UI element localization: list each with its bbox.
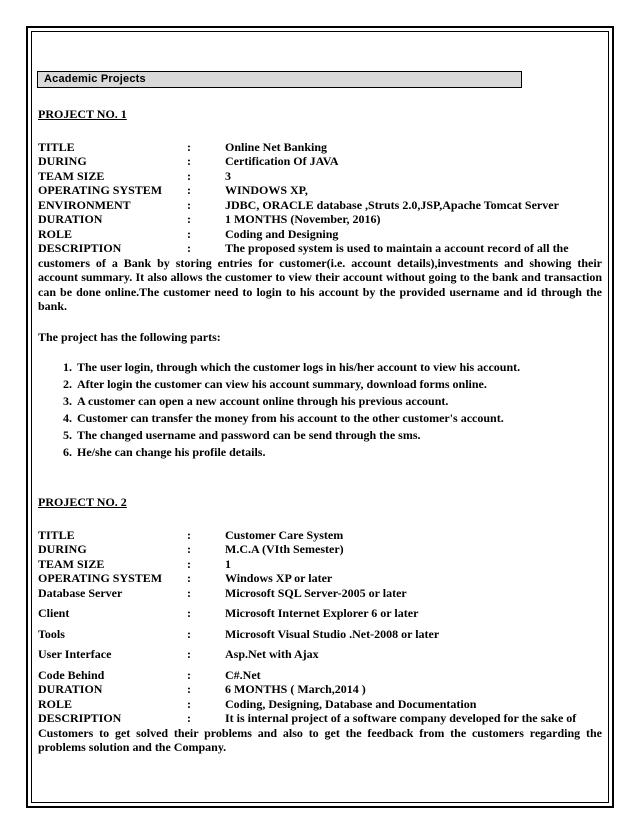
description-first-line: The proposed system is used to maintain a account record of all the (225, 241, 569, 255)
field-label: ROLE (38, 226, 73, 241)
field-label: User Interface (38, 647, 112, 661)
field-value: 1 (225, 556, 231, 571)
field-value: Coding, Designing, Database and Documentation (225, 696, 477, 711)
field-colon: : (187, 168, 191, 183)
project-2-row-title (38, 528, 602, 543)
list-item: 2. After login the customer can view his account summary, download forms online. (75, 377, 602, 392)
field-value: 6 MONTHS ( March,2014 ) (225, 682, 366, 696)
list-item: 3. A customer can open a new account online through his previous account. (75, 394, 602, 409)
field-label: DESCRIPTION (38, 241, 122, 255)
field-value: Microsoft SQL Server-2005 or later (225, 585, 407, 600)
project-2-heading: PROJECT NO. 2 (38, 495, 127, 509)
project-1-row-team-size (38, 169, 602, 184)
list-item: 6. He/she can change his profile details. (75, 445, 602, 460)
field-value: JDBC, ORACLE database ,Struts 2.0,JSP,Apache Tomcat Server (225, 197, 559, 212)
field-colon: : (187, 212, 191, 226)
list-item: 5. The changed username and password can be send through the sms. (75, 428, 602, 443)
project-1-row-description (38, 241, 602, 256)
field-value: WINDOWS XP, (225, 183, 308, 197)
field-label: Client (38, 606, 70, 620)
field-value: Windows XP or later (225, 571, 333, 585)
field-colon: : (187, 139, 191, 154)
project-1-row-operating-system (38, 183, 602, 198)
field-colon: : (187, 647, 191, 661)
field-label: TEAM SIZE (38, 168, 105, 183)
field-colon: : (187, 571, 191, 585)
project-2-description-text: Customers to get solved their problems and also to get the feedback from the customers regarding the problems solution and the Company. (38, 725, 602, 754)
project-1-description-text: customers of a Bank by storing entries for customer(i.e. account details),investments and showing their account summary. It also allows the customer to view their account without going to the bank and transaction can be done online.The customer need to login to his account by the provided username and id through the bank. (38, 255, 602, 313)
field-value: 1 MONTHS (November, 2016) (225, 212, 381, 226)
field-value: Microsoft Internet Explorer 6 or later (225, 606, 419, 620)
field-label: Tools (38, 626, 65, 641)
field-label: TITLE (38, 139, 75, 154)
project-2-row-user-interface (38, 647, 602, 662)
field-label: DURATION (38, 212, 103, 226)
field-label: DURING (38, 154, 87, 168)
list-item: 4. Customer can transfer the money from his account to the other customer's account. (75, 411, 602, 426)
project-2-row-code-behind (38, 668, 602, 683)
field-label: DURING (38, 542, 87, 556)
project-2-row-client (38, 606, 602, 621)
project-2-row-team-size (38, 557, 602, 572)
section-header-academic-projects: Academic Projects (37, 71, 522, 88)
project-1-row-duration (38, 212, 602, 227)
field-label: Code Behind (38, 667, 105, 682)
project-1-heading: PROJECT NO. 1 (38, 107, 127, 121)
field-label: OPERATING SYSTEM (38, 571, 163, 585)
field-value: 3 (225, 168, 231, 183)
field-label: Database Server (38, 585, 123, 600)
document-body (38, 107, 602, 755)
field-label: ENVIRONMENT (38, 197, 131, 212)
field-value: Online Net Banking (225, 139, 328, 154)
project-1-row-title (38, 140, 602, 155)
field-colon: : (187, 197, 191, 212)
field-value: Microsoft Visual Studio .Net-2008 or later (225, 626, 440, 641)
field-colon: : (187, 711, 191, 725)
field-colon: : (187, 241, 191, 255)
field-colon: : (187, 154, 191, 168)
field-value: Asp.Net with Ajax (225, 647, 319, 661)
field-colon: : (187, 542, 191, 556)
field-label: DURATION (38, 682, 103, 696)
field-colon: : (187, 667, 191, 682)
project-1-parts-list (38, 360, 602, 460)
project-2-row-role (38, 697, 602, 712)
description-first-line: It is internal project of a software company developed for the sake of (225, 711, 577, 725)
field-colon: : (187, 527, 191, 542)
field-label: TITLE (38, 527, 75, 542)
field-label: OPERATING SYSTEM (38, 183, 163, 197)
field-colon: : (187, 556, 191, 571)
project-2-row-during (38, 542, 602, 557)
project-1-row-role (38, 227, 602, 242)
project-2-row-operating-system (38, 571, 602, 586)
project-2-row-duration (38, 682, 602, 697)
field-colon: : (187, 696, 191, 711)
field-colon: : (187, 183, 191, 197)
project-2-row-tools (38, 627, 602, 642)
field-colon: : (187, 606, 191, 620)
field-colon: : (187, 682, 191, 696)
field-label: DESCRIPTION (38, 711, 122, 725)
field-label: ROLE (38, 696, 73, 711)
project-1-row-during (38, 154, 602, 169)
field-value: Certification Of JAVA (225, 154, 339, 168)
field-colon: : (187, 585, 191, 600)
field-colon: : (187, 226, 191, 241)
project-1-row-environment (38, 198, 602, 213)
project-2-row-description (38, 711, 602, 726)
field-value: Customer Care System (225, 527, 344, 542)
field-value: M.C.A (VIth Semester) (225, 542, 344, 556)
field-value: Coding and Designing (225, 226, 339, 241)
spacer (38, 462, 602, 495)
field-value: C#.Net (225, 667, 261, 682)
field-label: TEAM SIZE (38, 556, 105, 571)
list-item: 1. The user login, through which the customer logs in his/her account to view his account. (75, 360, 602, 375)
project-2-row-database-server (38, 586, 602, 601)
field-colon: : (187, 626, 191, 641)
project-1-parts-intro: The project has the following parts: (38, 329, 221, 344)
